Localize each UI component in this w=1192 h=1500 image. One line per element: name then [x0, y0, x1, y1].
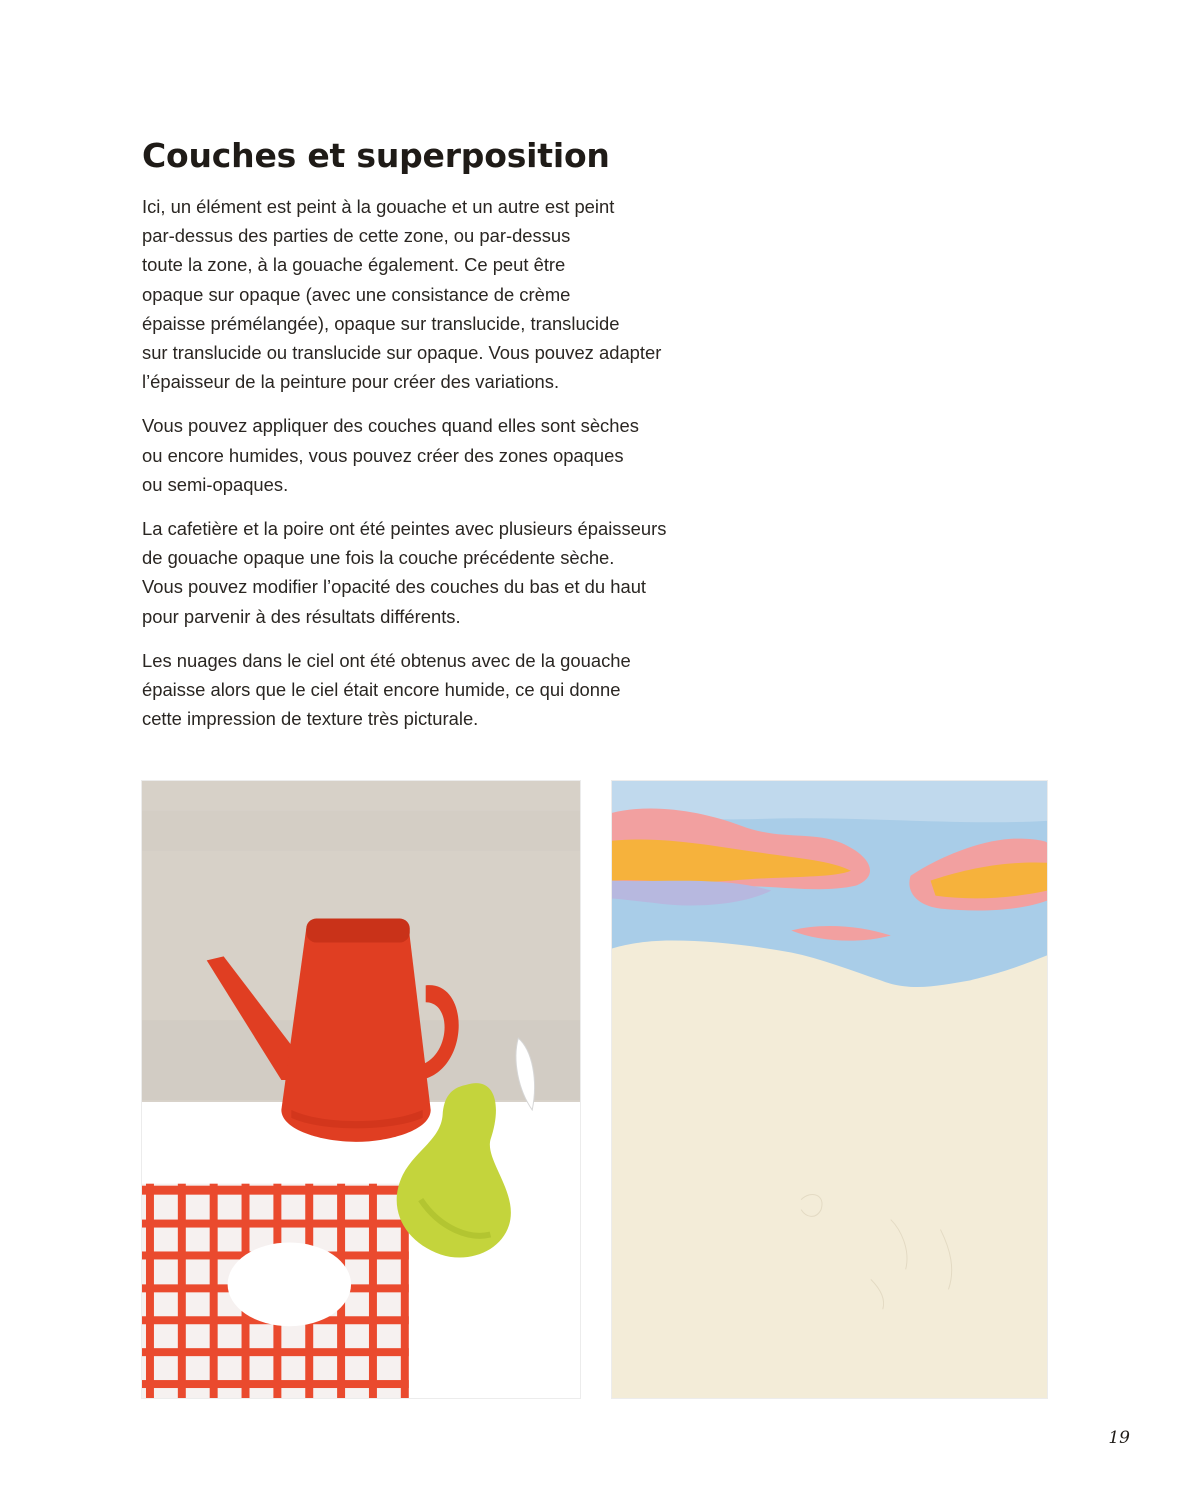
sky-illustration [611, 780, 1048, 1399]
sky-painting [612, 781, 1047, 1398]
still-life-painting [142, 781, 580, 1398]
page-title: Couches et superposition [142, 136, 610, 175]
paragraph-3: La cafetière et la poire ont été peintes avec plusieurs épaisseurs de gouache opaque une fois la couche précédente sèche. Vous pouvez modifier l’opacité des couches du bas et du haut pour parvenir à des résultats différents. [142, 518, 667, 627]
page-number: 19 [1108, 1428, 1130, 1448]
still-life-illustration [141, 780, 581, 1399]
body-text [142, 192, 762, 748]
paragraph-1: Ici, un élément est peint à la gouache et un autre est peint par-dessus des parties de cette zone, ou par-dessus toute la zone, à la gouache également. Ce peut être opaque sur opaque (avec une consistance de crème épaisse prémélangée), opaque sur translucide, translucide sur translucide ou translucide sur opaque. Vous pouvez adapter l’épaisseur de la peinture pour créer des variations. [142, 196, 662, 393]
gingham-tablecloth [142, 1184, 409, 1398]
paragraph-4: Les nuages dans le ciel ont été obtenus avec de la gouache épaisse alors que le ciel était encore humide, ce qui donne cette impression de texture très picturale. [142, 649, 631, 730]
paragraph-2: Vous pouvez appliquer des couches quand elles sont sèches ou encore humides, vous pouvez créer des zones opaques ou semi-opaques. [142, 415, 639, 495]
